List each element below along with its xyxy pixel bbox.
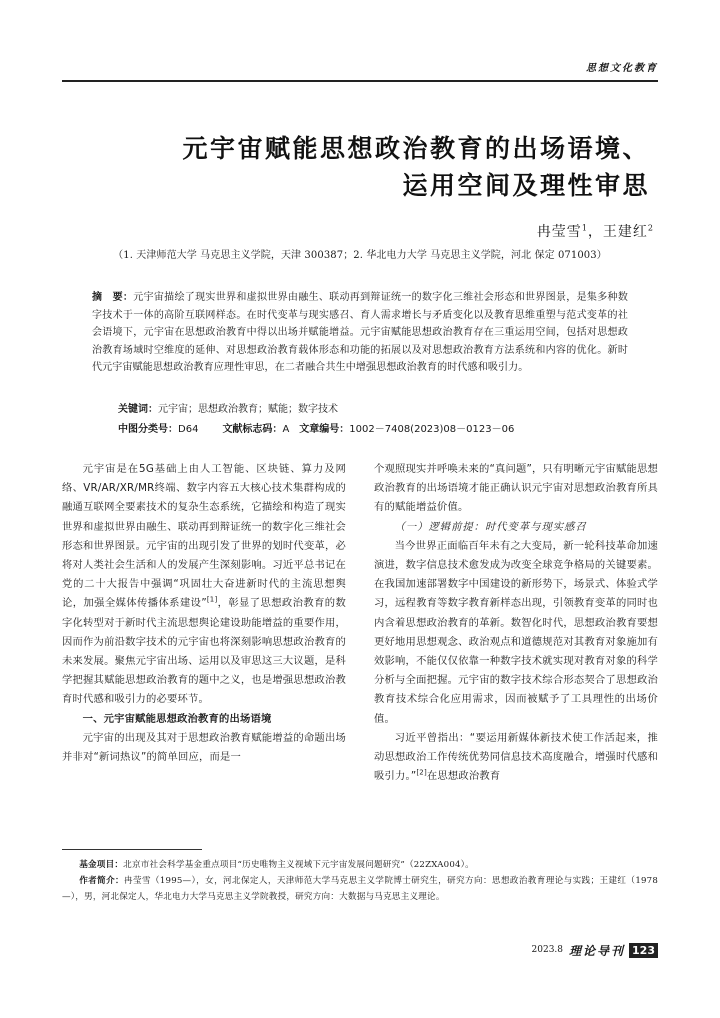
author-bio-note: 作者简介：冉莹雪（1995—），女，河北保定人，天津师范大学马克思主义学院博士研究生，研究方向：思想政治教育理论与实践；王建红（1978—），男，河北保定人，华北电力大学马克思主义学院教授，研究方向：大数据与马克思主义理论。 bbox=[62, 876, 658, 902]
clc-label: 中图分类号： bbox=[118, 424, 178, 435]
doc-code-value: A bbox=[282, 424, 290, 435]
article-title-line-2: 运用空间及理性审思 bbox=[402, 171, 650, 200]
author-2: 王建红 bbox=[602, 224, 648, 240]
article-number-value: 1002－7408(2023)08－0123－06 bbox=[349, 424, 515, 435]
running-head bbox=[62, 62, 658, 82]
paragraph: 元宇宙是在5G基础上由人工智能、区块链、算力及网络、VR/AR/XR/MR终端、数字内容五大核心技术集群构成的融通互联网全要素技术的复杂生态系统，它描绘和构造了现实世界和虚拟世界由融生、联动再到辩证统一的数字化三维社会形态和世界图景。元宇宙的出现引发了世界的划时代变革，必将对人类社会生活和人的发展产生深刻影响。习近平总书记在党的二十大报告中强调“巩固壮大奋进新时代的主流思想舆论，加强全媒体传播体系建设”[1]，彰显了思想政治教育的数字化转型对于新时代主流思想舆论建设助能增益的重要作用，因而作为前沿数字技术的元宇宙也将深刻影响思想政治教育的未来发展。聚焦元宇宙出场、运用以及审思这三大议题，是科学把握其赋能思想政治教育的题中之义，也是增强思想政治教育时代感和吸引力的必要环节。 bbox=[62, 463, 347, 706]
citation-ref: [1] bbox=[206, 596, 218, 604]
citation-ref: [2] bbox=[416, 768, 427, 777]
footnotes bbox=[62, 857, 658, 905]
author-1-affil-mark: 1 bbox=[581, 223, 588, 233]
journal-name: 理论导刊 bbox=[569, 943, 626, 958]
funding-note: 基金项目：北京市社会科学基金重点项目“历史唯物主义视域下元宇宙发展问题研究”（22ZXA004）。 bbox=[79, 860, 474, 870]
footnote-rule bbox=[62, 849, 202, 850]
article-title-line-1: 元宇宙赋能思想政治教育的出场语境、 bbox=[182, 134, 650, 163]
section-heading: 一、元宇宙赋能思想政治教育的出场语境 bbox=[82, 712, 272, 725]
author-separator: ， bbox=[587, 224, 603, 240]
paragraph: 习近平曾指出：“要运用新媒体新技术使工作活起来，推动思想政治工作传统优势同信息技术高度融合，增强时代感和吸引力。”[2]在思想政治教育 bbox=[374, 731, 658, 783]
classification-line bbox=[118, 422, 628, 438]
abstract-text: 元宇宙描绘了现实世界和虚拟世界由融生、联动再到辩证统一的数字化三维社会形态和世界图景，是集多种数字技术于一体的高阶互联网样态。在时代变革与现实感召、育人需求增长与矛盾变化以及教育思维重塑与范式变革的社会语境下，元宇宙在思想政治教育中得以出场并赋能增益。元宇宙赋能思想政治教育存在三重运用空间，包括对思想政治教育场域时空维度的延伸、对思想政治教育载体形态和功能的拓展以及对思想政治教育方法系统和内容的优化。新时代元宇宙赋能思想政治教育应理性审思，在二者融合共生中增强思想政治教育的时代感和吸引力。 bbox=[92, 292, 628, 373]
keywords-label: 关键词： bbox=[118, 404, 158, 415]
keywords-text: 元宇宙；思想政治教育；赋能；数字技术 bbox=[158, 404, 338, 415]
doc-code-label: 文献标志码： bbox=[222, 424, 283, 435]
paragraph: 元宇宙的出现及其对于思想政治教育赋能增益的命题出场并非对“新词热议”的简单回应，而是一 bbox=[62, 731, 346, 764]
page-number: 123 bbox=[629, 943, 658, 958]
author-2-affil-mark: 2 bbox=[647, 223, 654, 233]
affiliations: （1. 天津师范大学 马克思主义学院，天津 300387；2. 华北电力大学 马克思主义学院，河北 保定 071003） bbox=[113, 250, 607, 261]
abstract bbox=[92, 289, 628, 377]
article-number-label: 文章编号： bbox=[299, 424, 350, 435]
page-footer bbox=[532, 942, 658, 958]
paragraph: 个观照现实并呼唤未来的“真问题”，只有明晰元宇宙赋能思想政治教育的出场语境才能正确认识元宇宙对思想政治教育所具有的赋能增益价值。 bbox=[374, 463, 658, 514]
clc-value: D64 bbox=[178, 424, 199, 435]
author-1: 冉莹雪 bbox=[536, 224, 582, 240]
body-column-left bbox=[62, 460, 346, 767]
authors bbox=[537, 222, 654, 242]
body-column-right bbox=[374, 460, 658, 786]
issue-date: 2023.8 bbox=[531, 945, 564, 955]
subsection-heading: （一）逻辑前提：时代变革与现实感召 bbox=[394, 520, 587, 533]
paragraph: 当今世界正面临百年未有之大变局，新一轮科技革命加速演进，数字信息技术愈发成为改变全球竞争格局的关键要素。在我国加速部署数字中国建设的新形势下，场景式、体验式学习，远程教育等数字教育新样态出现，引领教育变革的同时也内含着思想政治教育的革新。数智化时代，思想政治教育要想更好地用思想观念、政治观点和道德规范对其教育对象施加有效影响，不能仅仅依靠一种数字技术就实现对教育对象的科学分析与全面把握。元宇宙的数字技术综合形态契合了思想政治教育技术综合化应用需求，因而被赋予了工具理性的出场价值。 bbox=[374, 539, 658, 725]
section-name: 思想文化教育 bbox=[586, 63, 658, 74]
abstract-label: 摘 要： bbox=[92, 292, 134, 303]
keywords bbox=[118, 402, 628, 418]
